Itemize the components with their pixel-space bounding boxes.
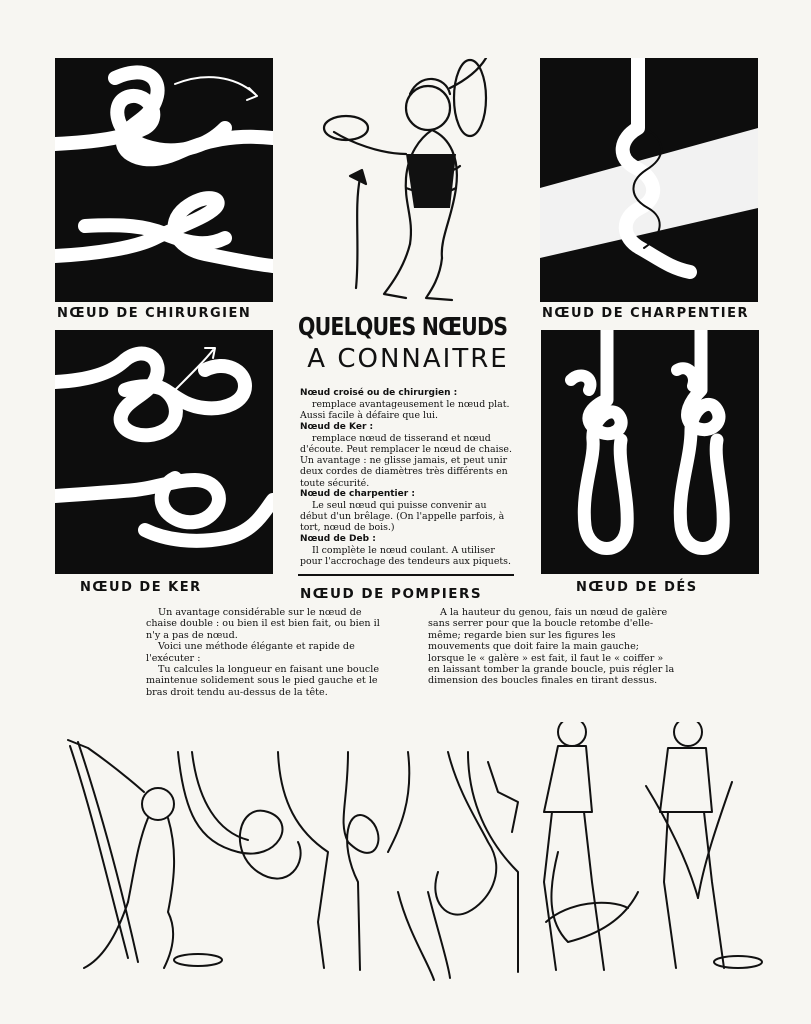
definition-chirurgien (300, 388, 514, 422)
definition-heading: Nœud de Ker : (300, 421, 374, 432)
pompiers-paragraph: Un avantage considérable sur le nœud de chaise double : ou bien il est bien fait, ou bien il n'y a pas de nœud. (146, 607, 380, 641)
definition-body: Le seul nœud qui puisse convenir au début d'un brêlage. (On l'appelle parfois, à tort, nœud de bois.) (300, 500, 505, 534)
surgeon-knot-illustration (55, 58, 273, 302)
page-title-line2: A CONNAITRE (307, 344, 509, 374)
timber-hitch-illustration (540, 58, 758, 302)
definition-heading: Nœud de Deb : (300, 533, 376, 544)
fireman-knot-steps-drawing (48, 722, 768, 994)
knot-panel-ker (55, 330, 273, 574)
definition-deb (300, 534, 514, 568)
pompiers-paragraph: A la hauteur du genou, fais un nœud de galère sans serrer pour que la boucle retombe d'elle-même; regarde bien sur les figures les mouvements que doit faire la main gauche; lorsque le « galère » est fait, il faut le « coiffer » en laissant tomber la grande boucle, puis régler la dimension des boucles finales en tirant dessus. (428, 607, 675, 687)
pompiers-paragraph: Tu calcules la longueur en faisant une boucle maintenue solidement sous le pied gauche et le bras droit tendu au-dessus de la tête. (146, 664, 380, 698)
caption-ker: NŒUD DE KER (80, 580, 202, 595)
pompiers-paragraph: Voici une méthode élégante et rapide de l'exécuter : (146, 641, 355, 664)
knot-panel-chirurgien (55, 58, 273, 302)
knot-panel-charpentier (540, 58, 758, 302)
definition-body: Il complète le nœud coulant. A utiliser pour l'accrochage des tendeurs aux piquets. (300, 544, 511, 568)
section-divider (298, 574, 514, 576)
definition-ker (300, 422, 514, 489)
page-title-line1: QUELQUES NŒUDS (298, 312, 508, 341)
definition-charpentier (300, 489, 514, 534)
pompiers-heading: NŒUD DE POMPIERS (300, 586, 483, 602)
definition-body: remplace nœud de tisserand et nœud d'écoute. Peut remplacer le nœud de chaise. Un avantage : ne glisse jamais, et peut unir deux cordes de diamètres très différents en toute sécurité. (300, 432, 512, 489)
definition-heading: Nœud de charpentier : (300, 488, 415, 499)
caption-charpentier: NŒUD DE CHARPENTIER (542, 306, 749, 321)
deb-knot-illustration (541, 330, 759, 574)
definition-body: remplace avantageusement le nœud plat. Aussi facile à défaire que lui. (300, 399, 510, 422)
pompiers-left-column (146, 607, 392, 698)
pompiers-right-column (428, 607, 678, 687)
scout-with-rope-drawing (310, 58, 520, 306)
caption-chirurgien: NŒUD DE CHIRURGIEN (57, 306, 252, 321)
knot-panel-des (541, 330, 759, 574)
knot-definitions (300, 388, 514, 567)
sheet-bend-illustration (55, 330, 273, 574)
caption-des: NŒUD DE DÉS (576, 580, 698, 595)
definition-heading: Nœud croisé ou de chirurgien : (300, 388, 458, 398)
